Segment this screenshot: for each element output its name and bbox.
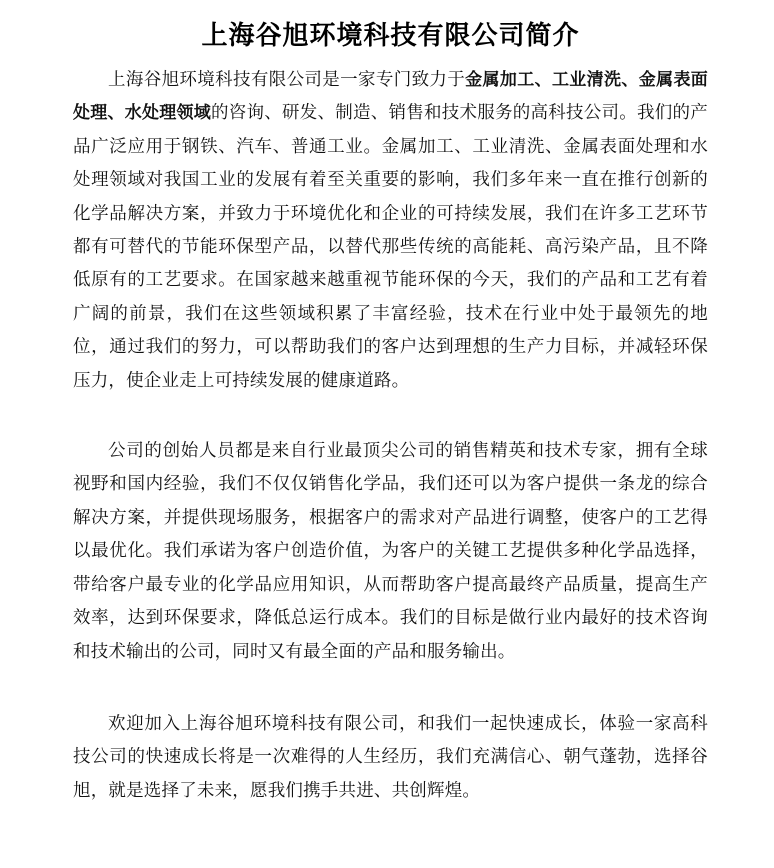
overview-intro-text: 上海谷旭环境科技有限公司是一家专门致力于 bbox=[108, 70, 466, 90]
business-fields-highlight: 金属加工、工业清洗、金属表面处理、水处理领域 bbox=[73, 70, 708, 124]
paragraph-company-overview bbox=[73, 64, 708, 398]
overview-body-text: 的咨询、研发、制造、销售和技术服务的高科技公司。我们的产品广泛应用于钢铁、汽车、普通工业。金属加工、工业清洗、金属表面处理和水处理领域对我国工业的发展有着至关重要的影响，我们多年来一直在推行创新的化学品解决方案，并致力于环境优化和企业的可持续发展，我们在许多工艺环节都有可替代的节能环保型产品，以替代那些传统的高能耗、高污染产品，且不降低原有的工艺要求。在国家越来越重视节能环保的今天，我们的产品和工艺有着广阔的前景，我们在这些领域积累了丰富经验，技术在行业中处于最领先的地位，通过我们的努力，可以帮助我们的客户达到理想的生产力目标，并减轻环保压力，使企业走上可持续发展的健康道路。 bbox=[73, 103, 708, 391]
paragraph-founders-and-services: 公司的创始人员都是来自行业最顶尖公司的销售精英和技术专家，拥有全球视野和国内经验，我们不仅仅销售化学品，我们还可以为客户提供一条龙的综合解决方案，并提供现场服务，根据客户的需求对产品进行调整，使客户的工艺得以最优化。我们承诺为客户创造价值，为客户的关键工艺提供多种化学品选择，带给客户最专业的化学品应用知识，从而帮助客户提高最终产品质量，提高生产效率，达到环保要求，降低总运行成本。我们的目标是做行业内最好的技术咨询和技术输出的公司，同时又有最全面的产品和服务输出。 bbox=[73, 441, 708, 662]
paragraph-join-us: 欢迎加入上海谷旭环境科技有限公司，和我们一起快速成长，体验一家高科技公司的快速成长将是一次难得的人生经历，我们充满信心、朝气蓬勃，选择谷旭，就是选择了未来，愿我们携手共进、共创辉煌。 bbox=[73, 713, 708, 801]
document-title: 上海谷旭环境科技有限公司简介 bbox=[201, 21, 580, 51]
